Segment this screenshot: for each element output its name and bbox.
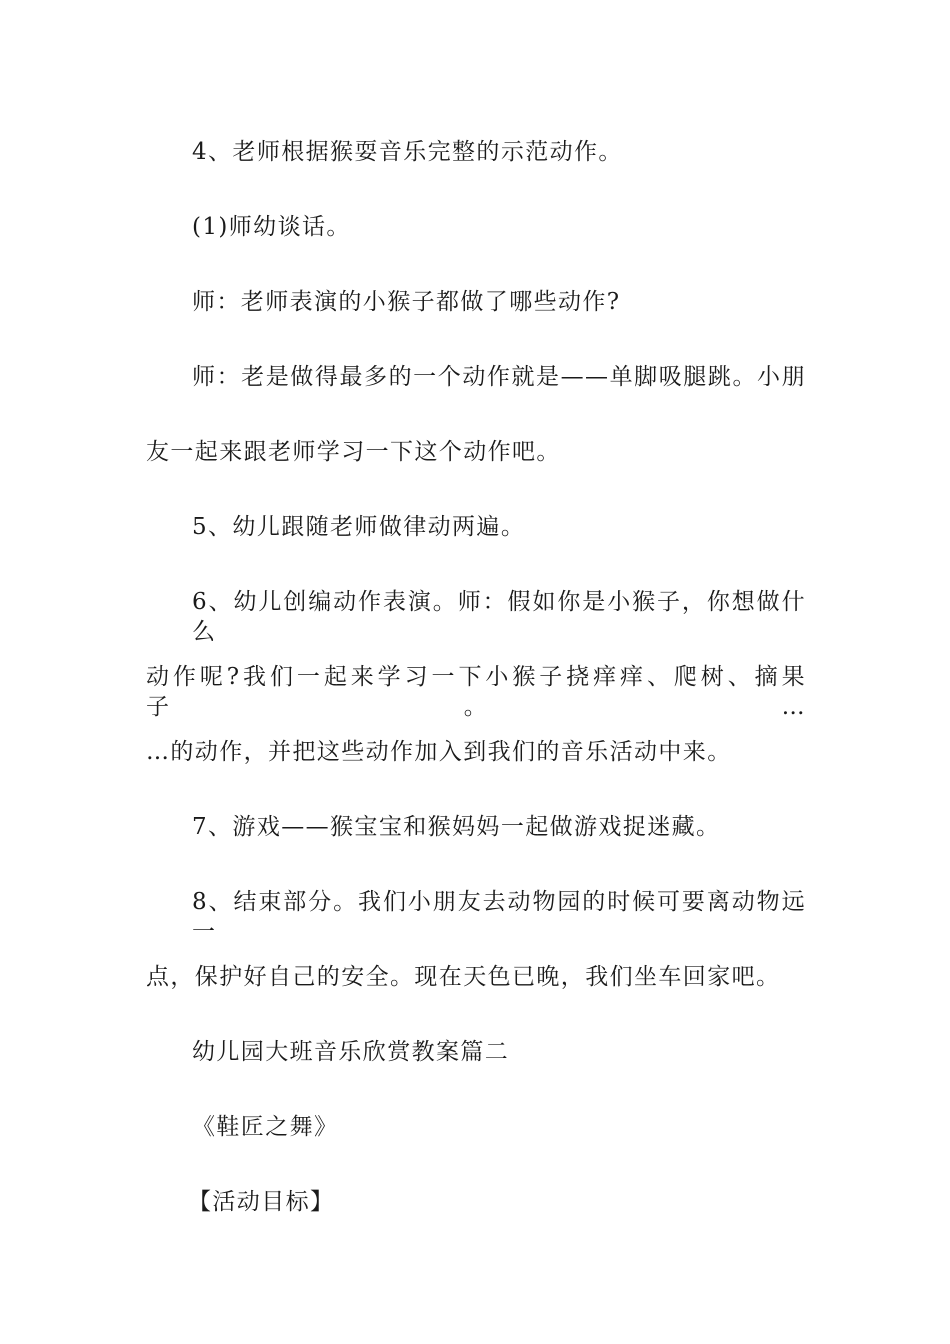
paragraph-line: 师：老是做得最多的一个动作就是——单脚吸腿跳。小朋: [192, 364, 806, 390]
paragraph-line: 动作呢?我们一起来学习一下小猴子挠痒痒、爬树、摘果子。…: [146, 664, 806, 720]
paragraph-line: 6、幼儿创编动作表演。师：假如你是小猴子，你想做什么: [192, 589, 806, 645]
paragraph-line: (1)师幼谈话。: [192, 214, 351, 240]
paragraph-line: 8、结束部分。我们小朋友去动物园的时候可要离动物远一: [192, 889, 806, 945]
paragraph-line: …的动作，并把这些动作加入到我们的音乐活动中来。: [146, 739, 732, 765]
section-title: 《鞋匠之舞》: [192, 1114, 339, 1140]
paragraph-line: 4、老师根据猴耍音乐完整的示范动作。: [192, 139, 623, 165]
subsection-heading: 【活动目标】: [188, 1189, 335, 1215]
paragraph-line: 5、幼儿跟随老师做律动两遍。: [192, 514, 526, 540]
paragraph-line: 友一起来跟老师学习一下这个动作吧。: [146, 439, 561, 465]
paragraph-line: 7、游戏——猴宝宝和猴妈妈一起做游戏捉迷藏。: [192, 814, 721, 840]
paragraph-line: 点，保护好自己的安全。现在天色已晚，我们坐车回家吧。: [146, 964, 781, 990]
section-heading: 幼儿园大班音乐欣赏教案篇二: [192, 1039, 510, 1065]
paragraph-line: 师：老师表演的小猴子都做了哪些动作?: [192, 289, 621, 315]
